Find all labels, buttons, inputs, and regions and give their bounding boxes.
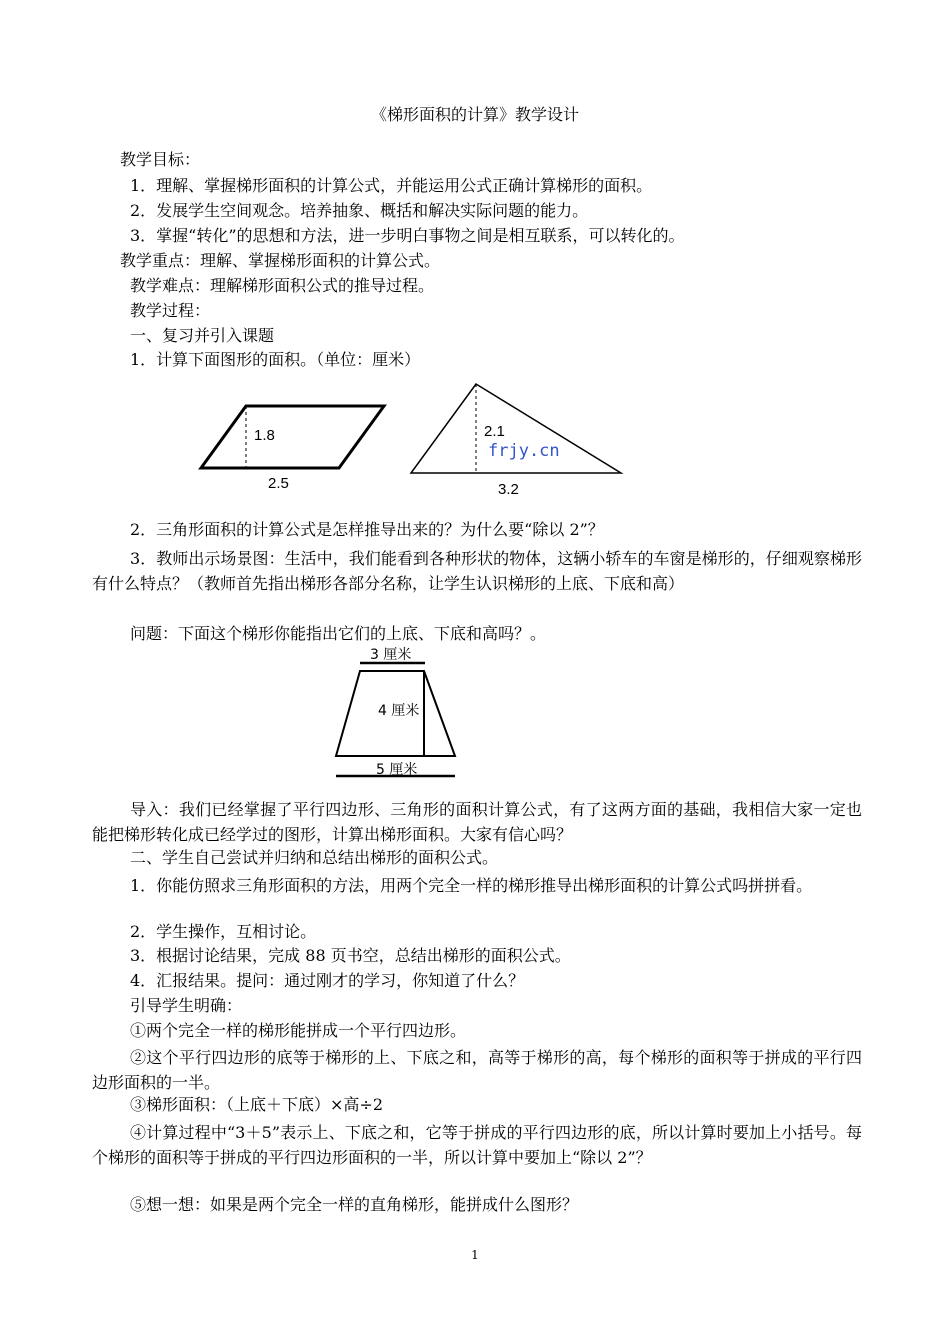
triangle-height-label: 2.1 [484,423,505,440]
goal-1: 1．理解、掌握梯形面积的计算公式，并能运用公式正确计算梯形的面积。 [130,176,653,195]
section1-heading: 一、复习并引入课题 [130,326,275,345]
key-point: 教学重点：理解、掌握梯形面积的计算公式。 [120,251,441,270]
section2-item4: 4．汇报结果。提问：通过刚才的学习，你知道了什么？ [130,971,525,990]
parallelogram-shape [201,406,384,468]
section1-item3: 3．教师出示场景图：生活中，我们能看到各种形状的物体，这辆小轿车的车窗是梯形的，仔细观察梯形有什么特点？（教师首先指出梯形各部分名称，让学生认识梯形的上底、下底和高） [92,549,862,593]
section2-heading: 二、学生自己尝试并归纳和总结出梯形的面积公式。 [130,848,499,867]
section2-item2: 2．学生操作，互相讨论。 [130,922,317,941]
triangle-base-label: 3.2 [498,481,519,498]
section2-point4: ④计算过程中“3＋5”表示上、下底之和，它等于拼成的平行四边形的底，所以计算时要加上小括号。每个梯形的面积等于拼成的平行四边形面积的一半，所以计算中要加上“除以 2”？ [92,1123,862,1167]
top-base-label: 3 厘米 [370,647,412,663]
section1-question: 问题：下面这个梯形你能指出它们的上底、下底和高吗？。 [130,624,547,643]
section2-item3: 3．根据讨论结果，完成 88 页书空，总结出梯形的面积公式。 [130,946,571,965]
process-heading: 教学过程： [130,301,211,320]
figure-parallelogram-triangle [194,376,634,498]
section2-point5: ⑤想一想：如果是两个完全一样的直角梯形，能拼成什么图形？ [130,1195,579,1214]
section2-guide: 引导学生明确： [130,996,243,1015]
page-number: 1 [471,1248,479,1262]
difficulty: 教学难点：理解梯形面积公式的推导过程。 [130,276,435,295]
goals-heading: 教学目标： [120,150,201,169]
goal-3: 3．掌握“转化”的思想和方法，进一步明白事物之间是相互联系，可以转化的。 [130,226,685,245]
bottom-base-label: 5 厘米 [376,762,418,778]
section1-item2: 2．三角形面积的计算公式是怎样推导出来的？为什么要“除以 2”？ [130,520,604,539]
section1-intro: 导入：我们已经掌握了平行四边形、三角形的面积计算公式，有了这两方面的基础，我相信大家一定也能把梯形转化成已经学过的图形，计算出梯形面积。大家有信心吗？ [92,800,862,844]
height-label: 4 厘米 [378,703,420,719]
section2-item1: 1．你能仿照求三角形面积的方法，用两个完全一样的梯形推导出梯形面积的计算公式吗拼拼看。 [130,876,813,895]
section2-point3: ③梯形面积：（上底＋下底）×高÷2 [130,1095,383,1114]
figure-trapezoid [330,644,464,782]
parallelogram-height-label: 1.8 [254,427,275,444]
goal-2: 2．发展学生空间观念。培养抽象、概括和解决实际问题的能力。 [130,201,589,220]
section1-item1: 1．计算下面图形的面积。（单位：厘米） [130,350,421,369]
section2-point2: ②这个平行四边形的底等于梯形的上、下底之和，高等于梯形的高，每个梯形的面积等于拼成的平行四边形面积的一半。 [92,1048,862,1092]
parallelogram-base-label: 2.5 [268,475,289,492]
page-title: 《梯形面积的计算》教学设计 [370,105,579,124]
section2-point1: ①两个完全一样的梯形能拼成一个平行四边形。 [130,1021,467,1040]
watermark-text: frjy.cn [488,441,560,461]
